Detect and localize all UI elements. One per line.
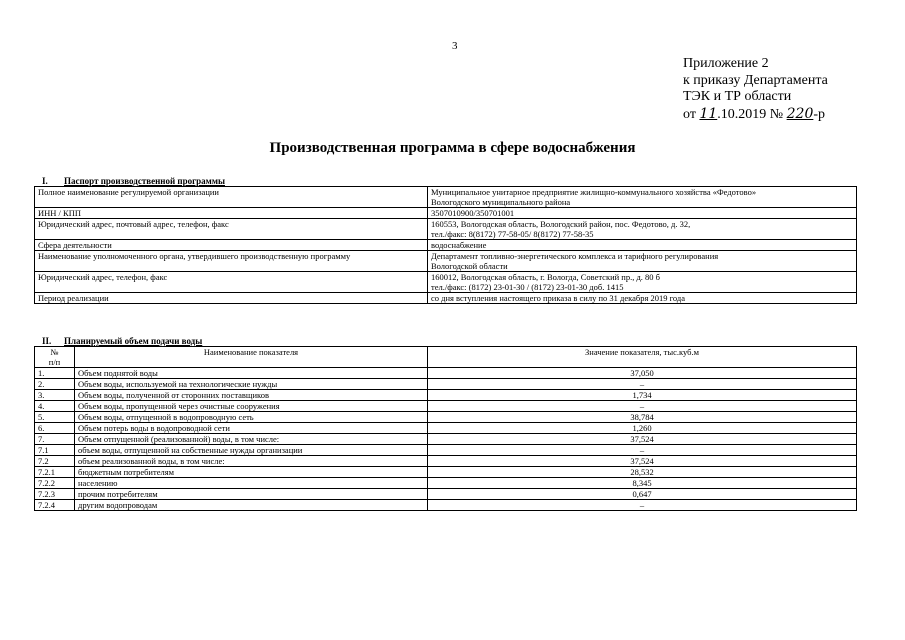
row-indicator-name: населению xyxy=(75,478,428,489)
passport-row xyxy=(35,219,857,240)
table-row xyxy=(35,434,857,445)
table-row xyxy=(35,456,857,467)
passport-value-line: тел./факс: (8172) 23-01-30 / (8172) 23-01-30 доб. 1415 xyxy=(431,282,624,292)
row-number: 7.1 xyxy=(35,445,75,456)
passport-label: Период реализации xyxy=(35,293,428,304)
passport-value xyxy=(428,187,857,208)
passport-value-line: Вологодского муниципального района xyxy=(431,197,571,207)
table-row xyxy=(35,412,857,423)
passport-label: Наименование уполномоченного органа, утвердившего производственную программу xyxy=(35,251,428,272)
row-number: 1. xyxy=(35,368,75,379)
row-indicator-name: Объем потерь воды в водопроводной сети xyxy=(75,423,428,434)
appendix-line-1: Приложение 2 xyxy=(683,56,769,71)
header-number-line1: № xyxy=(50,347,59,357)
header-indicator-name: Наименование показателя xyxy=(75,347,428,368)
section-2-heading xyxy=(34,336,202,346)
row-indicator-name: Объем воды, пропущенной через очистные сооружения xyxy=(75,401,428,412)
row-indicator-value: – xyxy=(428,379,857,390)
row-indicator-name: объем реализованной воды, в том числе: xyxy=(75,456,428,467)
row-indicator-name: Объем воды, отпущенной в водопроводную сеть xyxy=(75,412,428,423)
row-number: 7. xyxy=(35,434,75,445)
row-indicator-value: – xyxy=(428,401,857,412)
row-indicator-name: объем воды, отпущенной на собственные нужды организации xyxy=(75,445,428,456)
passport-value-line: со дня вступления настоящего приказа в силу по 31 декабря 2019 года xyxy=(431,293,685,303)
appendix-date-line xyxy=(683,106,828,124)
passport-value xyxy=(428,240,857,251)
passport-value-line: Департамент топливно-энергетического комплекса и тарифного регулирования xyxy=(431,251,719,261)
passport-value xyxy=(428,293,857,304)
passport-label: Сфера деятельности xyxy=(35,240,428,251)
passport-row xyxy=(35,240,857,251)
row-indicator-name: бюджетным потребителям xyxy=(75,467,428,478)
row-indicator-value: 1,260 xyxy=(428,423,857,434)
table-row xyxy=(35,489,857,500)
table-row xyxy=(35,478,857,489)
appendix-header xyxy=(683,56,828,123)
table-row xyxy=(35,368,857,379)
passport-label: Юридический адрес, телефон, факс xyxy=(35,272,428,293)
row-number: 7.2.1 xyxy=(35,467,75,478)
passport-value-line: 160012, Вологодская область, г. Вологда, Советский пр., д. 80 б xyxy=(431,272,661,282)
row-indicator-value: – xyxy=(428,445,857,456)
row-indicator-name: другим водопроводам xyxy=(75,500,428,511)
row-indicator-name: Объем отпущенной (реализованной) воды, в том числе: xyxy=(75,434,428,445)
passport-row xyxy=(35,208,857,219)
row-indicator-value: 37,524 xyxy=(428,456,857,467)
row-number: 7.2.2 xyxy=(35,478,75,489)
passport-table xyxy=(34,186,857,304)
passport-label: ИНН / КПП xyxy=(35,208,428,219)
appendix-line-2: к приказу Департамента xyxy=(683,72,828,88)
passport-value xyxy=(428,219,857,240)
passport-value-line: 160553, Вологодская область, Вологодский район, пос. Федотово, д. 32, xyxy=(431,219,691,229)
water-volume-table xyxy=(34,346,857,511)
table-row xyxy=(35,423,857,434)
table-row xyxy=(35,390,857,401)
passport-value xyxy=(428,251,857,272)
row-number: 5. xyxy=(35,412,75,423)
table-row xyxy=(35,500,857,511)
section-1-number: I. xyxy=(42,176,48,186)
row-indicator-value: 0,647 xyxy=(428,489,857,500)
row-indicator-value: 8,345 xyxy=(428,478,857,489)
table-row xyxy=(35,445,857,456)
page-number: 3 xyxy=(452,40,458,52)
date-prefix: от xyxy=(683,106,700,122)
table-row xyxy=(35,401,857,412)
row-indicator-name: Объем воды, используемой на технологические нужды xyxy=(75,379,428,390)
row-indicator-value: – xyxy=(428,500,857,511)
passport-label: Юридический адрес, почтовый адрес, телефон, факс xyxy=(35,219,428,240)
row-indicator-value: 1,734 xyxy=(428,390,857,401)
passport-value xyxy=(428,208,857,219)
header-number xyxy=(35,347,75,368)
row-indicator-value: 38,784 xyxy=(428,412,857,423)
passport-row xyxy=(35,187,857,208)
row-number: 2. xyxy=(35,379,75,390)
date-day-handwritten: 11 xyxy=(699,105,718,122)
table-row xyxy=(35,467,857,478)
row-indicator-value: 28,532 xyxy=(428,467,857,478)
row-indicator-name: прочим потребителям xyxy=(75,489,428,500)
order-number-handwritten: 220 xyxy=(786,105,814,122)
order-suffix: -р xyxy=(813,106,826,122)
passport-row xyxy=(35,293,857,304)
row-number: 7.2.4 xyxy=(35,500,75,511)
row-indicator-value: 37,050 xyxy=(428,368,857,379)
section-1-heading xyxy=(34,176,225,186)
row-number: 4. xyxy=(35,401,75,412)
passport-row xyxy=(35,272,857,293)
section-2-number: II. xyxy=(42,336,52,346)
table-header-row xyxy=(35,347,857,368)
row-number: 6. xyxy=(35,423,75,434)
header-indicator-value: Значение показателя, тыс.куб.м xyxy=(428,347,857,368)
row-indicator-name: Объем воды, полученной от сторонних поставщиков xyxy=(75,390,428,401)
passport-value-line: тел./факс: 8(8172) 77-58-05/ 8(8172) 77-58-35 xyxy=(431,229,594,239)
document-title: Производственная программа в сфере водоснабжения xyxy=(269,140,636,156)
table-row xyxy=(35,379,857,390)
passport-value-line: Муниципальное унитарное предприятие жилищно-коммунального хозяйства «Федотово» xyxy=(431,187,757,197)
passport-value-line: 3507010900/350701001 xyxy=(431,208,515,218)
row-indicator-name: Объем поднятой воды xyxy=(75,368,428,379)
passport-value xyxy=(428,272,857,293)
row-number: 7.2.3 xyxy=(35,489,75,500)
passport-row xyxy=(35,251,857,272)
row-indicator-value: 37,524 xyxy=(428,434,857,445)
appendix-line-3: ТЭК и ТР области xyxy=(683,89,792,104)
passport-value-line: Вологодской области xyxy=(431,261,508,271)
header-number-line2: п/п xyxy=(48,357,61,367)
row-number: 3. xyxy=(35,390,75,401)
passport-label: Полное наименование регулируемой организации xyxy=(35,187,428,208)
section-1-title: Паспорт производственной программы xyxy=(64,176,225,186)
passport-value-line: водоснабжение xyxy=(431,240,487,250)
date-rest: .10.2019 № xyxy=(717,106,787,122)
row-number: 7.2 xyxy=(35,456,75,467)
section-2-title: Планируемый объем подачи воды xyxy=(64,336,203,346)
